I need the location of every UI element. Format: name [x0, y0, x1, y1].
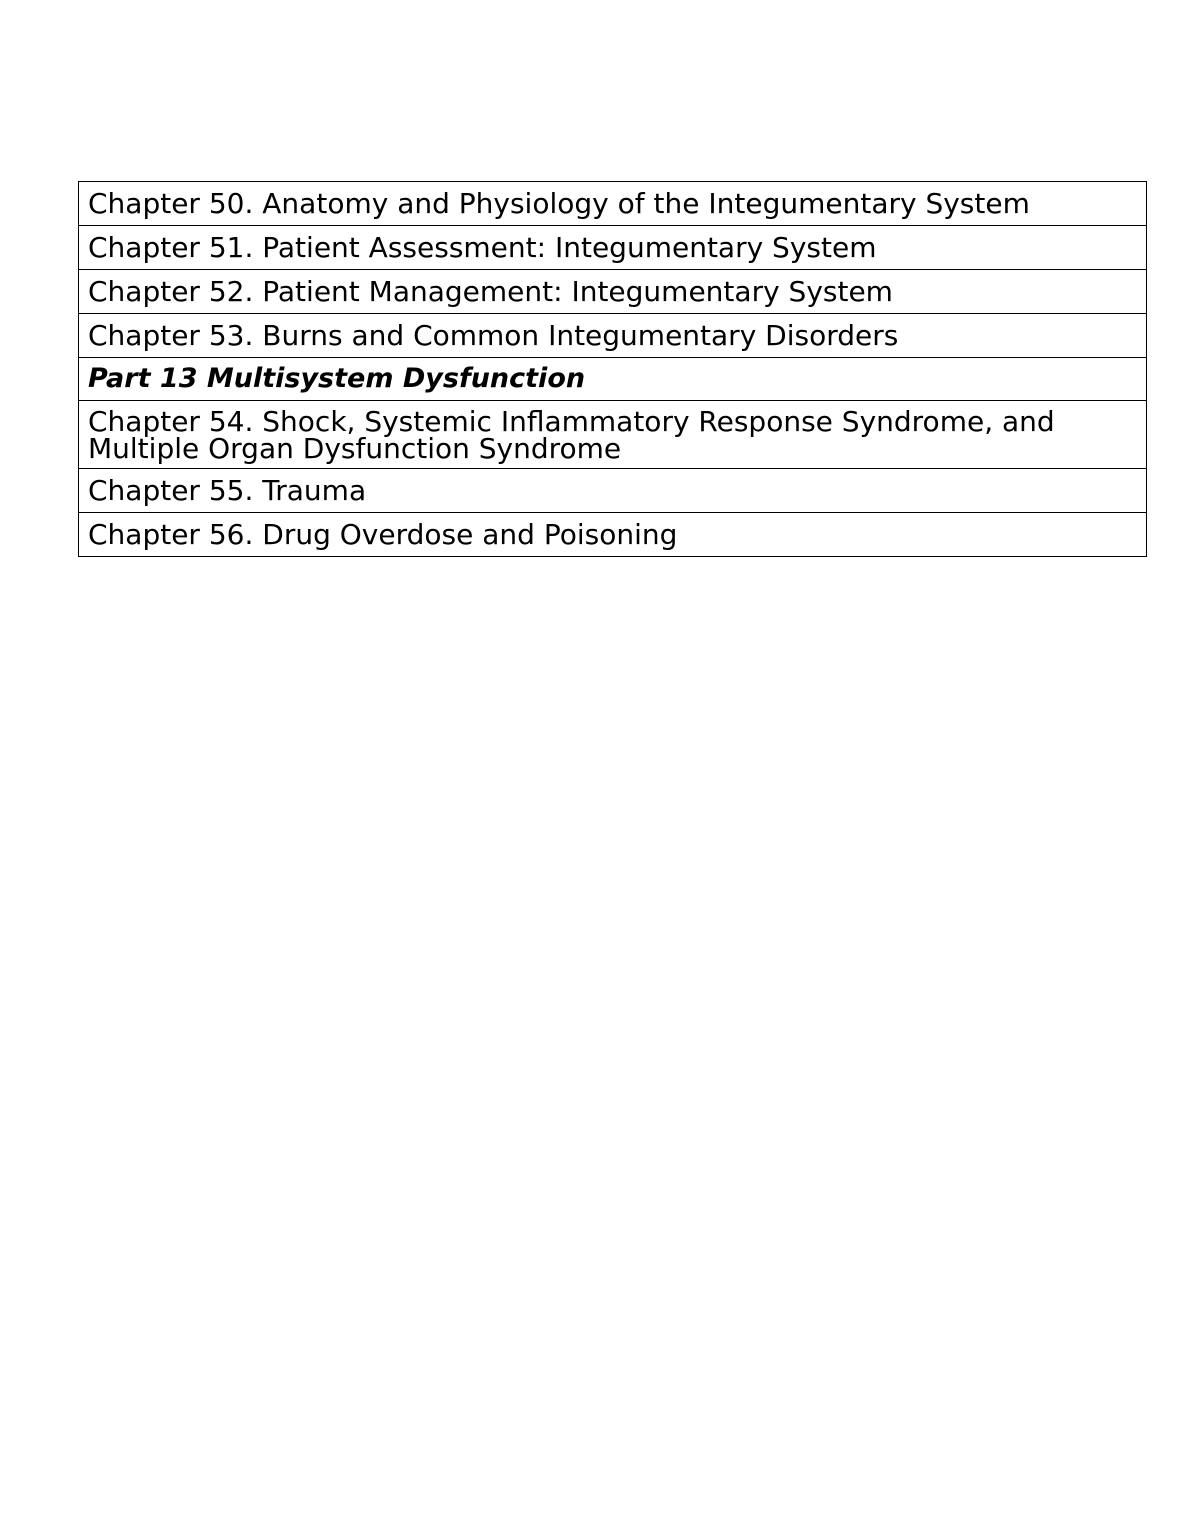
- table-row: [79, 513, 1147, 557]
- chapter-entry: Chapter 53. Burns and Common Integumentary Disorders: [79, 314, 1147, 358]
- table-row: [79, 314, 1147, 358]
- table-row: [79, 358, 1147, 401]
- table-of-contents: [78, 181, 1147, 557]
- chapter-entry: Chapter 54. Shock, Systemic Inflammatory Response Syndrome, and Multiple Organ Dysfunction Syndrome: [79, 401, 1147, 469]
- chapter-entry: Chapter 50. Anatomy and Physiology of the Integumentary System: [79, 182, 1147, 226]
- table-row: [79, 226, 1147, 270]
- chapter-entry: Chapter 51. Patient Assessment: Integumentary System: [79, 226, 1147, 270]
- table-row: [79, 469, 1147, 513]
- table-row: [79, 182, 1147, 226]
- chapter-entry: Chapter 55. Trauma: [79, 469, 1147, 513]
- chapter-entry: Chapter 52. Patient Management: Integumentary System: [79, 270, 1147, 314]
- part-heading: Part 13 Multisystem Dysfunction: [79, 358, 1147, 401]
- table-row: [79, 270, 1147, 314]
- table-row: [79, 401, 1147, 469]
- chapter-entry: Chapter 56. Drug Overdose and Poisoning: [79, 513, 1147, 557]
